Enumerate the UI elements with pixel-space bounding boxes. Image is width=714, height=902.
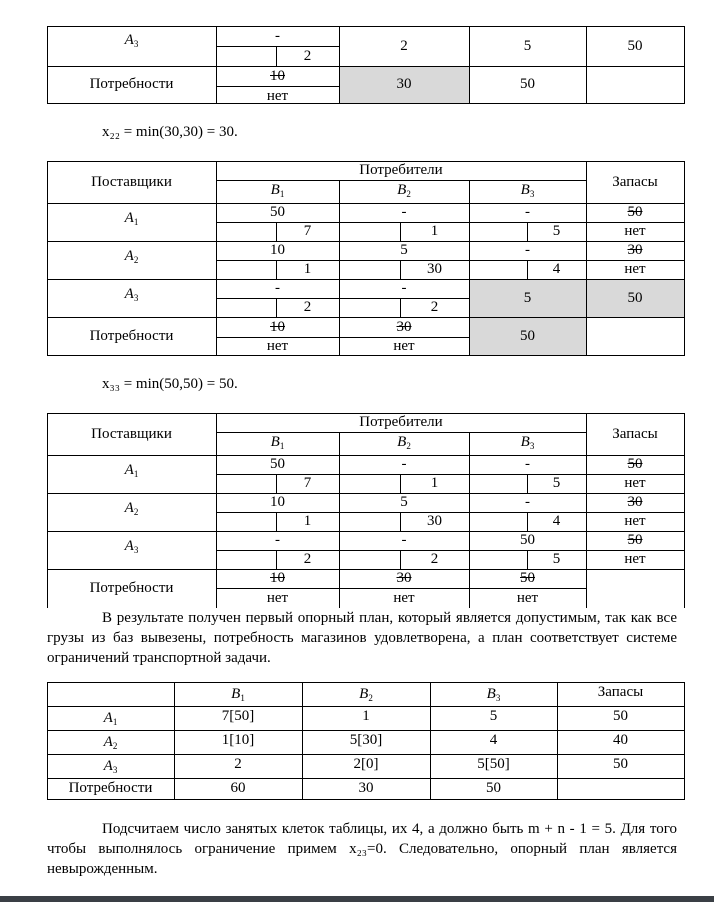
- demand-value: 10: [270, 68, 285, 84]
- cell-cost: 2: [430, 551, 439, 567]
- cell-cost: 5: [552, 551, 561, 567]
- demand-status: нет: [266, 338, 289, 354]
- row-label-a3: $A_3$: [124, 538, 139, 555]
- cell-cost: 2: [303, 551, 312, 567]
- table-cell: 2[0]: [353, 756, 379, 772]
- supply-value: 50: [627, 38, 643, 54]
- table-cell: 5[50]: [477, 756, 510, 772]
- cell-cost: 7: [303, 475, 312, 491]
- col-b2: $B_2$: [397, 434, 411, 451]
- demand-label: Потребности: [68, 780, 153, 796]
- demand-status: нет: [516, 590, 539, 606]
- table-cell: 5: [489, 708, 498, 724]
- cell-cost: 7: [303, 223, 312, 239]
- col-b2: $B_2$: [397, 182, 411, 199]
- table-cell: 1: [362, 708, 370, 724]
- header-suppliers: Поставщики: [91, 426, 172, 442]
- supply-value: 50: [627, 532, 643, 548]
- row-label-a1: $A_1$: [103, 710, 118, 727]
- supply-value: 30: [627, 242, 643, 258]
- demand-value: 50: [520, 76, 535, 92]
- cell-cost: 1: [303, 261, 312, 277]
- cell-value: -: [275, 28, 280, 44]
- cell-value: 5: [523, 290, 532, 306]
- paragraph-result: В результате получен первый опорный план, который является допустимым, так как все грузы из баз вывезены, потребность магазинов удовлетворена, а план соответствует системе ограничений транспортной задачи.: [47, 610, 677, 666]
- cell-value: 10: [270, 494, 285, 510]
- demand-value: 30: [358, 780, 374, 796]
- cell-value: -: [401, 456, 407, 472]
- cell-cost: 2: [430, 299, 439, 315]
- supply-value: 50: [627, 204, 643, 220]
- demand-value: 30: [396, 319, 412, 335]
- col-b3: $B_3$: [486, 686, 501, 703]
- demand-label: Потребности: [89, 580, 174, 596]
- cell-value: -: [275, 532, 280, 548]
- row-label-a3: $A_3$: [103, 758, 118, 775]
- header-suppliers: Поставщики: [91, 174, 172, 190]
- demand-status: нет: [393, 338, 415, 354]
- demand-status: нет: [393, 590, 415, 606]
- cell-cost: 2: [303, 299, 312, 315]
- row-label-a1: $A_1$: [124, 462, 139, 479]
- supply-value: 50: [627, 290, 643, 306]
- supply-status: нет: [624, 261, 646, 277]
- supply-value: 30: [627, 494, 643, 510]
- supply-status: нет: [624, 551, 646, 567]
- cell-value: -: [525, 456, 530, 472]
- table-cell: 4: [489, 732, 498, 748]
- supply-value: 50: [613, 756, 628, 772]
- cell-cost: 1: [303, 513, 312, 529]
- cell-value: -: [525, 494, 530, 510]
- demand-value: 10: [270, 570, 285, 586]
- cell-cost: 4: [552, 513, 561, 529]
- formula-x33: x₃₃ = min(50,50) = 50.: [102, 376, 238, 392]
- demand-value: 50: [486, 780, 501, 796]
- cell-cost: 2: [303, 48, 312, 64]
- cell-value: 10: [270, 242, 285, 258]
- bottom-bar: [0, 896, 714, 902]
- formula-x22: x₂₂ = min(30,30) = 30.: [102, 124, 238, 140]
- demand-status: нет: [266, 88, 289, 104]
- demand-label: Потребности: [89, 328, 174, 344]
- demand-value: 30: [396, 76, 412, 92]
- cell-cost: 5: [552, 475, 561, 491]
- demand-value: 60: [230, 780, 246, 796]
- cell-value: 5: [400, 242, 408, 258]
- cell-cost: 30: [427, 261, 442, 277]
- cell-value: -: [401, 204, 407, 220]
- header-supply: Запасы: [597, 684, 644, 700]
- cell-value: 50: [270, 204, 285, 220]
- cell-cost: 1: [430, 223, 439, 239]
- col-b3: $B_3$: [520, 182, 535, 199]
- header-consumers: Потребители: [359, 414, 443, 430]
- cell-value: -: [401, 280, 407, 296]
- table-cell: 2: [234, 756, 242, 772]
- table-cell: 5[30]: [349, 732, 383, 748]
- supply-status: нет: [624, 513, 646, 529]
- cell-value: 50: [520, 532, 535, 548]
- demand-value: 50: [520, 570, 535, 586]
- demand-label: Потребности: [89, 76, 174, 92]
- row-label-a2: $A_2$: [124, 248, 139, 265]
- supply-status: нет: [624, 223, 646, 239]
- cell-value: 2: [400, 38, 408, 54]
- row-label-a3: $A_3$: [124, 32, 139, 49]
- cell-value: 5: [523, 38, 532, 54]
- header-supply: Запасы: [612, 426, 658, 442]
- demand-value: 10: [270, 319, 285, 335]
- supply-value: 50: [627, 456, 643, 472]
- cell-cost: 5: [552, 223, 561, 239]
- supply-value: 50: [613, 708, 628, 724]
- cell-value: -: [275, 280, 280, 296]
- header-consumers: Потребители: [359, 162, 443, 178]
- col-b2: $B_2$: [359, 686, 373, 703]
- demand-value: 50: [520, 328, 535, 344]
- supply-status: нет: [624, 475, 646, 491]
- cell-value: 50: [270, 456, 285, 472]
- col-b1: $B_1$: [270, 182, 285, 199]
- row-label-a3: $A_3$: [124, 286, 139, 303]
- row-label-a2: $A_2$: [124, 500, 139, 517]
- cell-value: -: [525, 204, 530, 220]
- cell-value: -: [525, 242, 530, 258]
- header-supply: Запасы: [612, 174, 658, 190]
- cell-value: 5: [400, 494, 408, 510]
- demand-value: 30: [396, 570, 412, 586]
- cell-cost: 30: [427, 513, 442, 529]
- paragraph-count: Подсчитаем число занятых клеток таблицы, их 4, а должно быть m + n - 1 = 5. Для того чтобы выполнялось ограничение примем x₂₃=0. Следовательно, опорный план является невырожденным.: [47, 821, 677, 877]
- cell-cost: 4: [552, 261, 561, 277]
- table-cell: 7[50]: [221, 708, 255, 724]
- col-b3: $B_3$: [520, 434, 535, 451]
- row-label-a2: $A_2$: [103, 734, 118, 751]
- col-b1: $B_1$: [231, 686, 245, 703]
- supply-value: 40: [613, 732, 628, 748]
- col-b1: $B_1$: [270, 434, 285, 451]
- demand-status: нет: [266, 590, 289, 606]
- cell-value: -: [401, 532, 407, 548]
- table-cell: 1[10]: [221, 732, 255, 748]
- cell-cost: 1: [430, 475, 439, 491]
- row-label-a1: $A_1$: [124, 210, 139, 227]
